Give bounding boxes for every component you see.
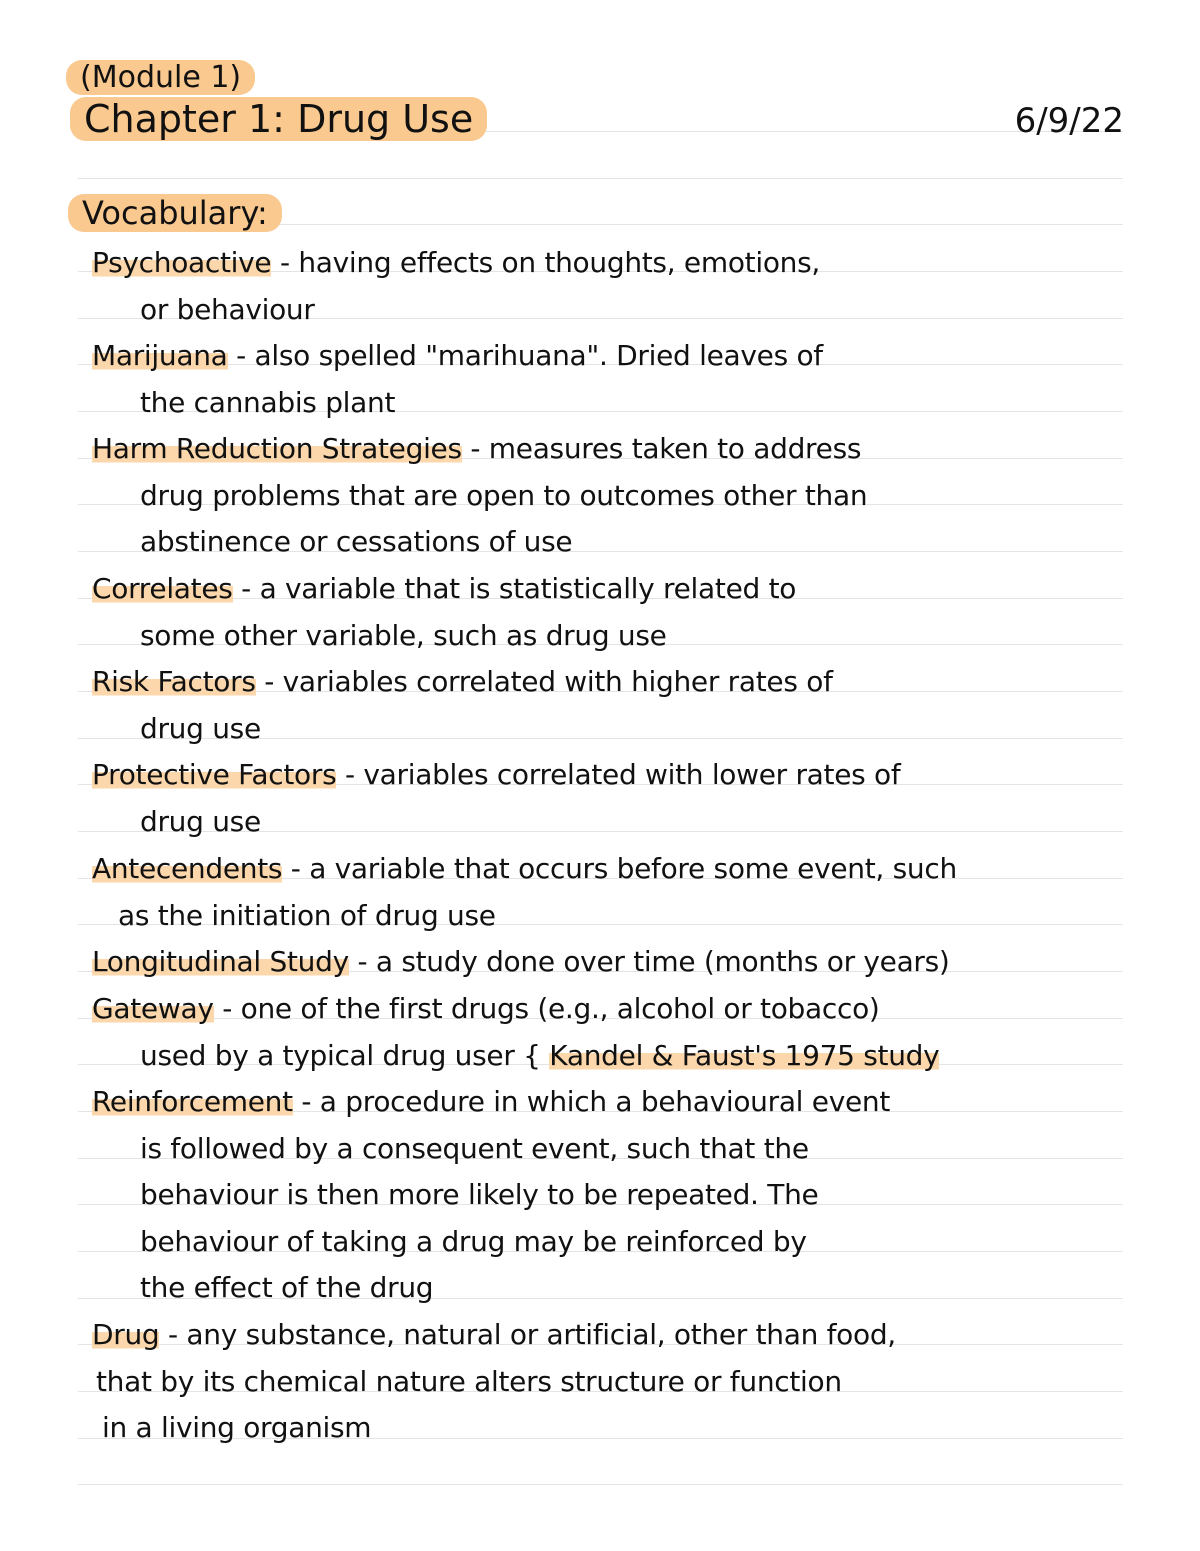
entry-term: Harm Reduction Strategies <box>92 432 462 465</box>
entry-continuation: behaviour is then more likely to be repeated. The <box>140 1178 819 1211</box>
entry-definition: - measures taken to address <box>470 432 862 465</box>
entry-definition: - a variable that is statistically related to <box>241 572 797 605</box>
module-label: (Module 1) <box>76 60 255 96</box>
vocab-entry-protective-factors <box>92 752 1197 845</box>
entry-definition: - a procedure in which a behavioural event <box>301 1085 891 1118</box>
study-note: Kandel & Faust's 1975 study <box>549 1038 940 1072</box>
entry-continuation: abstinence or cessations of use <box>140 525 573 558</box>
entry-term: Gateway <box>92 992 214 1025</box>
entry-continuation: drug use <box>140 804 261 838</box>
entry-term: Protective Factors <box>92 758 337 791</box>
entry-continuation: the effect of the drug <box>140 1271 434 1304</box>
entry-definition: - one of the first drugs (e.g., alcohol or tobacco) <box>222 992 880 1025</box>
entry-continuation: behaviour of taking a drug may be reinforced by <box>140 1224 807 1258</box>
entry-term: Risk Factors <box>92 665 256 698</box>
entry-continuation: as the initiation of drug use <box>118 898 496 932</box>
entry-continuation: drug problems that are open to outcomes other than <box>140 478 868 512</box>
vocab-entry-marijuana <box>92 333 1197 426</box>
vocab-entry-risk-factors <box>92 659 1197 752</box>
entry-term: Antecendents <box>92 852 283 885</box>
entry-definition: - a variable that occurs before some event, such <box>290 852 957 885</box>
entry-definition: - variables correlated with lower rates of <box>344 758 901 791</box>
entry-term: Marijuana <box>92 339 228 372</box>
vocab-entry-correlates <box>92 566 1197 659</box>
vocab-entry-reinforcement <box>92 1079 1197 1312</box>
entry-continuation: the cannabis plant <box>140 385 396 419</box>
vocab-entry-drug <box>92 1312 1197 1452</box>
entry-continuation: that by its chemical nature alters structure or function <box>96 1364 842 1398</box>
entry-term: Drug <box>92 1318 160 1351</box>
entry-continuation: some other variable, such as drug use <box>140 618 667 652</box>
entry-continuation: in a living organism <box>102 1411 372 1444</box>
date: 6/9/22 <box>1014 101 1124 141</box>
vocab-entry-harm-reduction <box>92 426 1197 566</box>
entry-term: Psychoactive <box>92 246 272 279</box>
section-title: Vocabulary: <box>78 192 282 234</box>
vocab-entry-gateway <box>92 986 1197 1079</box>
entry-continuation: is followed by a consequent event, such that the <box>140 1131 809 1165</box>
entry-definition: - variables correlated with higher rates of <box>264 665 833 698</box>
entry-term: Correlates <box>92 572 233 605</box>
entry-definition: - also spelled "marihuana". Dried leaves of <box>236 339 823 372</box>
brace-icon: { <box>523 1038 541 1072</box>
entry-continuation: used by a typical drug user <box>140 1038 515 1072</box>
entry-definition: - having effects on thoughts, emotions, <box>279 246 820 279</box>
chapter-title: Chapter 1: Drug Use <box>80 96 487 142</box>
entry-term: Longitudinal Study <box>92 945 349 978</box>
entry-definition: - any substance, natural or artificial, other than food, <box>168 1318 896 1351</box>
entry-continuation: drug use <box>140 711 261 745</box>
entry-definition: - a study done over time (months or years) <box>357 945 950 978</box>
vocab-entry-psychoactive <box>92 240 1197 333</box>
vocab-entry-antecendents <box>92 846 1197 939</box>
entry-continuation: or behaviour <box>140 292 315 326</box>
entry-term: Reinforcement <box>92 1085 293 1118</box>
vocab-entry-longitudinal-study <box>92 939 1197 986</box>
